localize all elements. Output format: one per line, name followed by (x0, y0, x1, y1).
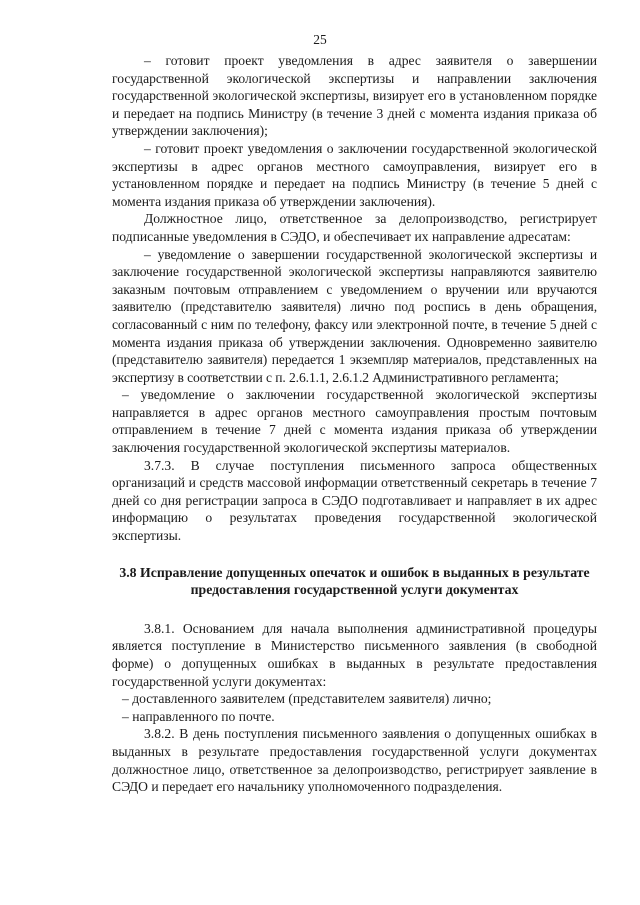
list-item-sent-by-mail: – направленного по почте. (122, 708, 275, 724)
paragraph-3-8-2: 3.8.2. В день поступления письменного заявления о допущенных ошибках в выданных в результате предоставления государственной услуги документах должностное лицо, ответственное за делопроизводство, регистрирует заявление в СЭДО и передает его начальнику уполномоченного подразделения. (112, 726, 597, 795)
paragraph-notification-applicant: – готовит проект уведомления в адрес заявителя о завершении государственной экологической экспертизы и направлении заключения государственной экологической экспертизы, визирует его в установленном порядке и передает на подпись Министру (в течение 3 дней с момента издания приказа об утверждении заключения); (112, 53, 597, 139)
document-body (112, 52, 597, 796)
page-number: 25 (313, 32, 327, 47)
paragraph-official-registers: Должностное лицо, ответственное за делопроизводство, регистрирует подписанные уведомления в СЭДО, и обеспечивает их направление адресатам: (112, 211, 597, 244)
paragraph-notification-local-government: – готовит проект уведомления о заключении государственной экологической экспертизы в адрес органов местного самоуправления, визирует его в установленном порядке и передает на подпись Министру (в течение 5 дней с момента издания приказа об утверждении заключения). (112, 140, 597, 209)
list-item-delivered-personally: – доставленного заявителем (представителем заявителя) лично; (122, 691, 492, 707)
paragraph-3-8-1: 3.8.1. Основанием для начала выполнения административной процедуры является поступление в Министерство письменного заявления (в свободной форме) о допущенных ошибках в выданных в результате предоставления государственной услуги документах: (112, 620, 597, 689)
section-heading-3-8: 3.8 Исправление допущенных опечаток и ошибок в выданных в результате предоставления государственной услуги документах (119, 564, 590, 598)
paragraph-notification-conclusion: – уведомление о заключении государственной экологической экспертизы направляется в адрес органов местного самоуправления простым почтовым отправлением в течение 7 дней с момента издания приказа об утверждении заключения государственной экологической экспертизы материалов. (112, 387, 597, 456)
paragraph-notification-completion: – уведомление о завершении государственной экологической экспертизы и заключение государственной экологической экспертизы направляются заявителю заказным почтовым отправлением с уведомлением о вручении или вручаются заявителю (представителю заявителя) лично под роспись в день обращения, согласованный с ним по телефону, факсу или электронной почте, в течение 5 дней с момента издания приказа об утверждении заключения. Одновременно заявителю (представителю заявителя) передается 1 экземпляр материалов, представленных на экспертизу в соответствии с п. 2.6.1.1, 2.6.1.2 Административного регламента; (112, 246, 597, 385)
paragraph-3-7-3: 3.7.3. В случае поступления письменного запроса общественных организаций и средств массовой информации ответственный секретарь в течение 7 дней со дня регистрации запроса в СЭДО подготавливает и направляет в их адрес информацию о результатах проведения государственной экологической экспертизы. (112, 457, 597, 544)
